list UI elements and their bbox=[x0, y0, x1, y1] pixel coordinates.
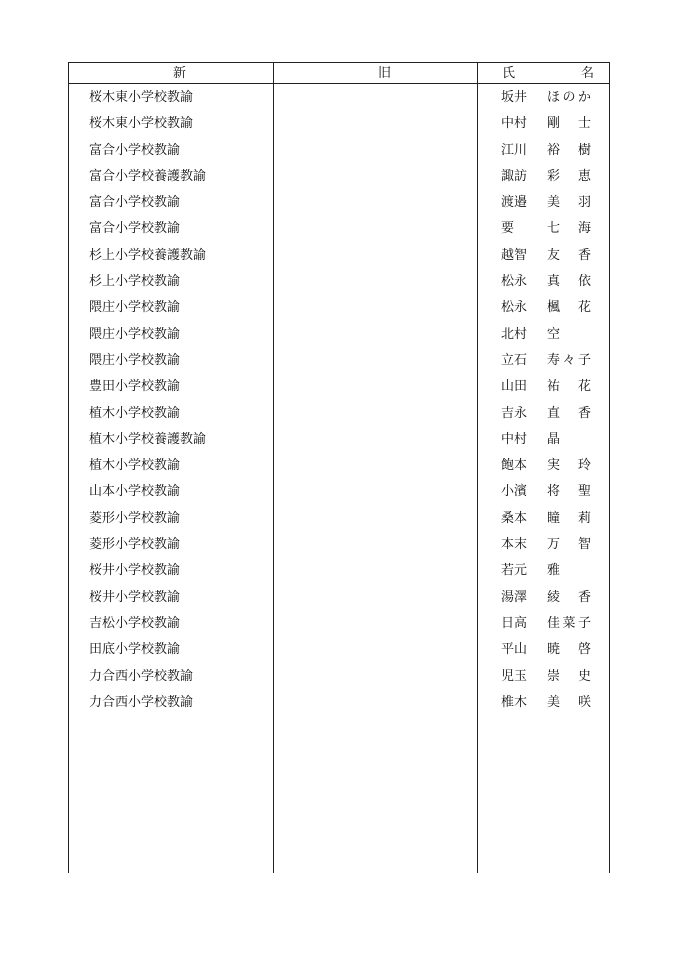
family-name: 江川 bbox=[501, 142, 528, 158]
table-row bbox=[69, 533, 609, 559]
table-row bbox=[69, 244, 609, 270]
family-name: 椎木 bbox=[501, 694, 528, 710]
family-name: 松永 bbox=[501, 300, 528, 316]
header-name-family: 氏 bbox=[502, 66, 516, 81]
given-name: 空 bbox=[547, 326, 561, 342]
name-cell bbox=[501, 353, 591, 369]
family-name: 諏訪 bbox=[501, 168, 528, 184]
family-name: 児玉 bbox=[501, 668, 528, 684]
name-cell bbox=[501, 511, 591, 527]
new-position-cell: 吉松小学校教諭 bbox=[89, 615, 181, 631]
new-position-cell: 植木小学校教諭 bbox=[89, 458, 181, 474]
family-name: 越智 bbox=[501, 247, 528, 263]
new-position-cell: 富合小学校教諭 bbox=[89, 195, 181, 211]
new-position-cell: 桜木東小学校教諭 bbox=[89, 116, 194, 132]
table-row bbox=[69, 139, 609, 165]
new-position-cell: 山本小学校教諭 bbox=[89, 484, 181, 500]
table-row bbox=[69, 665, 609, 691]
family-name: 中村 bbox=[501, 116, 528, 132]
new-position-cell: 富合小学校教諭 bbox=[89, 142, 181, 158]
given-name: 直香 bbox=[547, 405, 591, 421]
table-header bbox=[69, 63, 609, 84]
name-cell bbox=[501, 221, 591, 237]
name-cell bbox=[501, 195, 591, 211]
new-position-cell: 菱形小学校教諭 bbox=[89, 510, 181, 526]
table-row bbox=[69, 217, 609, 243]
name-cell bbox=[501, 143, 591, 159]
given-name: 暁啓 bbox=[547, 642, 591, 658]
family-name: 渡邉 bbox=[501, 195, 528, 211]
table-row bbox=[69, 349, 609, 375]
table-row bbox=[69, 296, 609, 322]
table-row bbox=[69, 559, 609, 585]
name-cell bbox=[501, 563, 591, 579]
table-row bbox=[69, 586, 609, 612]
new-position-cell: 力合西小学校教諭 bbox=[89, 694, 194, 710]
name-cell bbox=[501, 248, 591, 264]
family-name: 若元 bbox=[501, 563, 528, 579]
table-row bbox=[69, 454, 609, 480]
given-name: 美羽 bbox=[547, 195, 591, 211]
given-name: 美咲 bbox=[547, 694, 591, 710]
name-cell bbox=[501, 406, 591, 422]
name-cell bbox=[501, 642, 591, 658]
table-row bbox=[69, 480, 609, 506]
given-name: 佳菜子 bbox=[547, 615, 591, 631]
family-name: 平山 bbox=[501, 642, 528, 658]
table-row bbox=[69, 402, 609, 428]
new-position-cell: 隈庄小学校教諭 bbox=[89, 352, 181, 368]
table-row bbox=[69, 112, 609, 138]
table-body bbox=[69, 86, 609, 717]
new-position-cell: 隈庄小学校教諭 bbox=[89, 300, 181, 316]
new-position-cell: 隈庄小学校教諭 bbox=[89, 326, 181, 342]
table-row bbox=[69, 270, 609, 296]
table-row bbox=[69, 507, 609, 533]
given-name: ほのか bbox=[547, 90, 591, 105]
table-row bbox=[69, 375, 609, 401]
name-cell bbox=[501, 695, 591, 711]
new-position-cell: 豊田小学校教諭 bbox=[89, 379, 181, 395]
name-cell bbox=[501, 169, 591, 185]
family-name: 飽本 bbox=[501, 458, 528, 474]
header-name-given: 名 bbox=[581, 66, 595, 81]
name-cell bbox=[501, 379, 591, 395]
name-cell bbox=[501, 300, 591, 316]
family-name: 小濱 bbox=[501, 484, 528, 500]
given-name: 綾香 bbox=[547, 589, 591, 605]
given-name: 実玲 bbox=[547, 458, 591, 474]
family-name: 湯澤 bbox=[501, 589, 528, 605]
new-position-cell: 菱形小学校教諭 bbox=[89, 537, 181, 553]
given-name: 彩恵 bbox=[547, 168, 591, 184]
family-name: 要 bbox=[501, 221, 515, 237]
new-position-cell: 力合西小学校教諭 bbox=[89, 668, 194, 684]
new-position-cell: 桜井小学校教諭 bbox=[89, 589, 181, 605]
table-row bbox=[69, 428, 609, 454]
family-name: 北村 bbox=[501, 326, 528, 342]
name-cell bbox=[501, 90, 591, 106]
family-name: 日高 bbox=[501, 615, 528, 631]
name-cell bbox=[501, 116, 591, 132]
family-name: 中村 bbox=[501, 431, 528, 447]
given-name: 楓花 bbox=[547, 300, 591, 316]
name-cell bbox=[501, 432, 591, 448]
given-name: 晶 bbox=[547, 431, 561, 447]
new-position-cell: 桜井小学校教諭 bbox=[89, 563, 181, 579]
given-name: 寿々子 bbox=[547, 352, 591, 368]
table-row bbox=[69, 86, 609, 112]
given-name: 真依 bbox=[547, 274, 591, 290]
new-position-cell: 植木小学校養護教諭 bbox=[89, 431, 207, 447]
name-cell bbox=[501, 590, 591, 606]
family-name: 桑本 bbox=[501, 510, 528, 526]
given-name: 剛士 bbox=[547, 116, 591, 132]
table-row bbox=[69, 165, 609, 191]
new-position-cell: 富合小学校養護教諭 bbox=[89, 168, 207, 184]
new-position-cell: 桜木東小学校教諭 bbox=[89, 90, 194, 105]
header-old: 旧 bbox=[378, 66, 392, 81]
given-name: 崇史 bbox=[547, 668, 591, 684]
family-name: 立石 bbox=[501, 352, 528, 368]
table-row bbox=[69, 612, 609, 638]
given-name: 七海 bbox=[547, 221, 591, 237]
family-name: 坂井 bbox=[501, 90, 528, 105]
table-row bbox=[69, 638, 609, 664]
name-cell bbox=[501, 669, 591, 685]
name-cell bbox=[501, 537, 591, 553]
new-position-cell: 植木小学校教諭 bbox=[89, 405, 181, 421]
name-cell bbox=[501, 327, 591, 343]
given-name: 雅 bbox=[547, 563, 561, 579]
given-name: 祐花 bbox=[547, 379, 591, 395]
new-position-cell: 杉上小学校教諭 bbox=[89, 274, 181, 290]
table-row bbox=[69, 323, 609, 349]
given-name: 裕樹 bbox=[547, 142, 591, 158]
table-row bbox=[69, 191, 609, 217]
given-name: 万智 bbox=[547, 537, 591, 553]
new-position-cell: 富合小学校教諭 bbox=[89, 221, 181, 237]
given-name: 瞳莉 bbox=[547, 510, 591, 526]
header-new: 新 bbox=[173, 66, 187, 81]
new-position-cell: 田底小学校教諭 bbox=[89, 642, 181, 658]
name-cell bbox=[501, 484, 591, 500]
name-cell bbox=[501, 274, 591, 290]
given-name: 将聖 bbox=[547, 484, 591, 500]
name-cell bbox=[501, 458, 591, 474]
name-cell bbox=[501, 616, 591, 632]
table-row bbox=[69, 691, 609, 717]
family-name: 山田 bbox=[501, 379, 528, 395]
new-position-cell: 杉上小学校養護教諭 bbox=[89, 247, 207, 263]
personnel-table bbox=[68, 62, 610, 873]
family-name: 松永 bbox=[501, 274, 528, 290]
family-name: 吉永 bbox=[501, 405, 528, 421]
family-name: 本末 bbox=[501, 537, 528, 553]
given-name: 友香 bbox=[547, 247, 591, 263]
